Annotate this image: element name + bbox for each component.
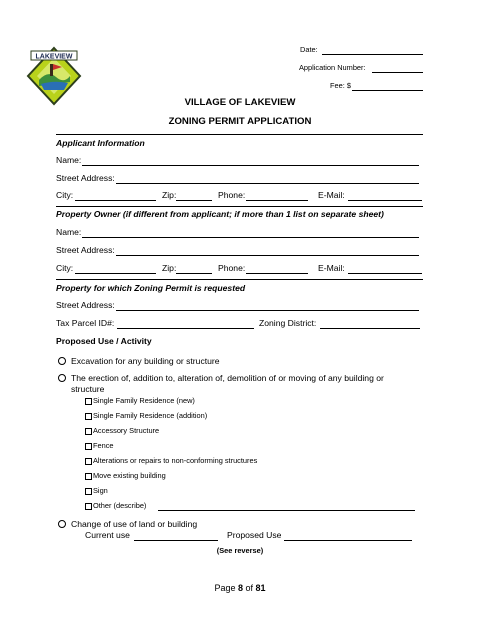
date-label: Date: bbox=[300, 45, 318, 54]
page-total: 81 bbox=[255, 583, 266, 593]
proposed-use-heading: Proposed Use / Activity bbox=[56, 336, 152, 346]
fee-label: Fee: $ bbox=[330, 81, 351, 90]
property-street-field[interactable] bbox=[116, 310, 419, 311]
owner-street-label: Street Address: bbox=[56, 245, 115, 255]
checkbox-sfr-new[interactable] bbox=[85, 398, 92, 405]
applicant-zip-label: Zip: bbox=[162, 190, 177, 200]
owner-phone-field[interactable] bbox=[246, 273, 308, 274]
owner-heading: Property Owner (if different from applicant; if more than 1 list on separate sheet) bbox=[56, 209, 384, 219]
applicant-phone-field[interactable] bbox=[246, 200, 308, 201]
checkbox-nonconforming[interactable] bbox=[85, 458, 92, 465]
other-describe-field[interactable] bbox=[158, 510, 415, 511]
property-street-label: Street Address: bbox=[56, 300, 115, 310]
owner-name-label: Name: bbox=[56, 227, 82, 237]
page-prefix: Page bbox=[214, 583, 238, 593]
proposed-use-label: Proposed Use bbox=[227, 530, 282, 540]
checkbox-label: Move existing building bbox=[93, 471, 166, 480]
checkbox-other[interactable] bbox=[85, 503, 92, 510]
current-use-label: Current use bbox=[85, 530, 130, 540]
page-mid: of bbox=[243, 583, 256, 593]
fee-field[interactable] bbox=[352, 90, 423, 91]
excavation-label: Excavation for any building or structure bbox=[71, 356, 220, 366]
owner-name-field[interactable] bbox=[82, 237, 419, 238]
owner-zip-field[interactable] bbox=[176, 273, 212, 274]
divider bbox=[56, 279, 423, 280]
applicant-name-label: Name: bbox=[56, 155, 82, 165]
checkbox-label: Accessory Structure bbox=[93, 426, 160, 435]
checkbox-fence[interactable] bbox=[85, 443, 92, 450]
logo-text: LAKEVIEW bbox=[35, 53, 73, 61]
divider bbox=[56, 134, 423, 135]
tax-parcel-field[interactable] bbox=[117, 328, 254, 329]
application-number-field[interactable] bbox=[372, 72, 423, 73]
checkbox-sfr-addition[interactable] bbox=[85, 413, 92, 420]
owner-email-label: E-Mail: bbox=[318, 263, 345, 273]
checkbox-label: Sign bbox=[93, 486, 108, 495]
owner-zip-label: Zip: bbox=[162, 263, 177, 273]
checkbox-move-building[interactable] bbox=[85, 473, 92, 480]
owner-city-field[interactable] bbox=[75, 273, 156, 274]
owner-city-label: City: bbox=[56, 263, 74, 273]
application-number-label: Application Number: bbox=[299, 63, 366, 72]
checkbox-accessory-structure[interactable] bbox=[85, 428, 92, 435]
current-use-field[interactable] bbox=[134, 540, 218, 541]
applicant-city-field[interactable] bbox=[75, 200, 156, 201]
applicant-street-field[interactable] bbox=[116, 183, 419, 184]
excavation-radio[interactable] bbox=[58, 357, 66, 365]
applicant-zip-field[interactable] bbox=[176, 200, 212, 201]
change-of-use-label: Change of use of land or building bbox=[71, 519, 198, 529]
form-title: ZONING PERMIT APPLICATION bbox=[168, 116, 312, 127]
zoning-district-label: Zoning District: bbox=[259, 318, 317, 328]
page-footer bbox=[0, 583, 480, 593]
erection-radio[interactable] bbox=[58, 374, 66, 382]
zoning-district-field[interactable] bbox=[320, 328, 420, 329]
applicant-phone-label: Phone: bbox=[218, 190, 246, 200]
checkbox-label: Single Family Residence (addition) bbox=[93, 411, 208, 420]
checkbox-label: Fence bbox=[93, 441, 114, 450]
applicant-name-field[interactable] bbox=[82, 165, 419, 166]
applicant-heading: Applicant Information bbox=[56, 138, 145, 148]
tax-parcel-label: Tax Parcel ID#: bbox=[56, 318, 115, 328]
applicant-email-field[interactable] bbox=[348, 200, 422, 201]
checkbox-label: Single Family Residence (new) bbox=[93, 396, 195, 405]
change-of-use-radio[interactable] bbox=[58, 520, 66, 528]
erection-label-line1: The erection of, addition to, alteration of, demolition of or moving of any building or bbox=[71, 373, 384, 383]
proposed-use-field[interactable] bbox=[284, 540, 412, 541]
owner-email-field[interactable] bbox=[348, 273, 422, 274]
applicant-city-label: City: bbox=[56, 190, 74, 200]
checkbox-label: Other (describe) bbox=[93, 501, 147, 510]
erection-label-line2: structure bbox=[71, 384, 105, 394]
divider bbox=[56, 206, 423, 207]
village-title: VILLAGE OF LAKEVIEW bbox=[184, 97, 296, 108]
checkbox-label: Alterations or repairs to non-conforming structures bbox=[93, 456, 258, 465]
applicant-email-label: E-Mail: bbox=[318, 190, 345, 200]
applicant-street-label: Street Address: bbox=[56, 173, 115, 183]
see-reverse-note: (See reverse) bbox=[216, 546, 264, 555]
page-current: 8 bbox=[237, 583, 243, 593]
owner-street-field[interactable] bbox=[116, 255, 419, 256]
date-field[interactable] bbox=[322, 54, 423, 55]
owner-phone-label: Phone: bbox=[218, 263, 246, 273]
property-heading: Property for which Zoning Permit is requested bbox=[56, 283, 246, 293]
checkbox-sign[interactable] bbox=[85, 488, 92, 495]
